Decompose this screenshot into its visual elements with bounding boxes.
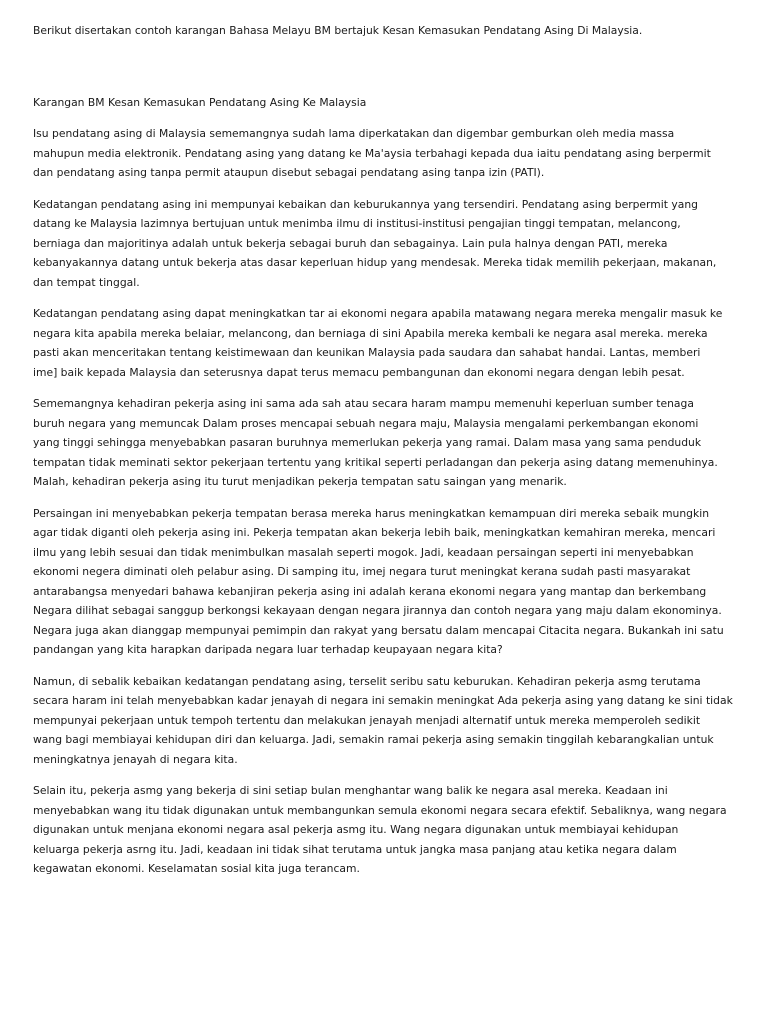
paragraph-1: Isu pendatang asing di Malaysia sememangnya sudah lama diperkatakan dan digembar gemburkan oleh media massa mahupun media elektronik. Pendatang asing yang datang ke Ma'aysia terbahagi kepada dua iaitu pendatang asing berpermit dan pendatang asing tanpa permit ataupun disebut sebagai pendatang asing tanpa izin (PATI). xyxy=(33,127,711,179)
paragraph-2: Kedatangan pendatang asing ini mempunyai kebaikan dan keburukannya yang tersendiri. Pendatang asing berpermit yang datang ke Malaysia lazimnya bertujuan untuk menimba ilmu di institusi-institusi pengajian tinggi tempatan, melancong, berniaga dan majoritinya adalah untuk bekerja sebagai buruh dan sebagainya. Lain pula halnya dengan PATI, mereka kebanyakannya datang untuk bekerja atas dasar keperluan hidup yang mendesak. Mereka tidak memilih pekerjaan, makanan, dan tempat tinggal. xyxy=(33,197,717,289)
paragraph-7: Selain itu, pekerja asmg yang bekerja di sini setiap bulan menghantar wang balik ke negara asal mereka. Keadaan ini menyebabkan wang itu tidak digunakan untuk membangunkan semula ekonomi negara secara efektif. Sebaliknya, wang negara digunakan untuk menjana ekonomi negara asal pekerja asmg itu. Wang negara digunakan untuk membiayai kehidupan keluarga pekerja asrng itu. Jadi, keadaan ini tidak sihat terutama untuk jangka masa panjang atau ketika negara dalam kegawatan ekonomi. Keselamatan sosial kita juga terancam. xyxy=(33,784,727,875)
paragraph-6: Namun, di sebalik kebaikan kedatangan pendatang asing, terselit seribu satu keburukan. Kehadiran pekerja asmg terutama secara haram ini telah menyebabkan kadar jenayah di negara ini semakin meningkat Ada pekerja asing yang datang ke sini tidak mempunyai pekerjaan untuk tempoh tertentu dan melakukan jenayah menjadi alternatif untuk mereka memperoleh sedikit wang bagi membiayai kehidupan diri dan keluarga. Jadi, semakin ramai pekerja asing semakin tinggilah kebarangkalian untuk meningkatnya jenayah di negara kita. xyxy=(33,674,733,766)
paragraph-3: Kedatangan pendatang asing dapat meningkatkan tar ai ekonomi negara apabila matawang negara mereka mengalir masuk ke negara kita apabila mereka belaiar, melancong, dan berniaga di sini Apabila mereka kembali ke negara asal mereka. mereka pasti akan menceritakan tentang keistimewaan dan keunikan Malaysia pada saudara dan sahabat handai. Lantas, memberi ime] baik kepada Malaysia dan seterusnya dapat terus memacu pembangunan dan ekonomi negara dengan lebih pesat. xyxy=(33,307,723,379)
intro-text: Berikut disertakan contoh karangan Bahasa Melayu BM bertajuk Kesan Kemasukan Pendatang Asing Di Malaysia. xyxy=(33,24,643,37)
paragraph-4: Sememangnya kehadiran pekerja asing ini sama ada sah atau secara haram mampu memenuhi keperluan sumber tenaga buruh negara yang memuncak Dalam proses mencapai sebuah negara maju, Malaysia mengalami perkembangan ekonomi yang tinggi sehingga menyebabkan pasaran buruhnya memerlukan pekerja yang ramai. Dalam masa yang sama penduduk tempatan tidak meminati sektor pekerjaan tertentu yang kritikal seperti perladangan dan pekerja asing datang memenuhinya. Malah, kehadiran pekerja asing itu turut menjadikan pekerja tempatan satu saingan yang menarik. xyxy=(33,397,718,488)
document-page xyxy=(33,21,745,879)
essay-title: Karangan BM Kesan Kemasukan Pendatang Asing Ke Malaysia xyxy=(33,95,367,109)
paragraph-5: Persaingan ini menyebabkan pekerja tempatan berasa mereka harus meningkatkan kemampuan diri mereka sebaik mungkin agar tidak diganti oleh pekerja asing ini. Pekerja tempatan akan bekerja lebih baik, meningkatkan kemahiran mereka, mencari ilmu yang lebih sesuai dan tidak menimbulkan masalah seperti mogok. Jadi, keadaan persaingan seperti ini menyebabkan ekonomi negera diminati oleh pelabur asing. Di samping itu, imej negara turut meningkat kerana sudah pasti masyarakat antarabangsa menyedari bahawa kebanjiran pekerja asing ini adalah kerana ekonomi negara yang mantap dan berkembang Negara dilihat sebagai sanggup berkongsi kekayaan dengan negara jirannya dan contoh negara yang maju dalam ekonominya. Negara juga akan dianggap mempunyai pemimpin dan rakyat yang bersatu dalam mencapai Citacita negara. Bukankah ini satu pandangan yang kita harapkan daripada negara luar terhadap keupayaan negara kita? xyxy=(33,506,724,656)
